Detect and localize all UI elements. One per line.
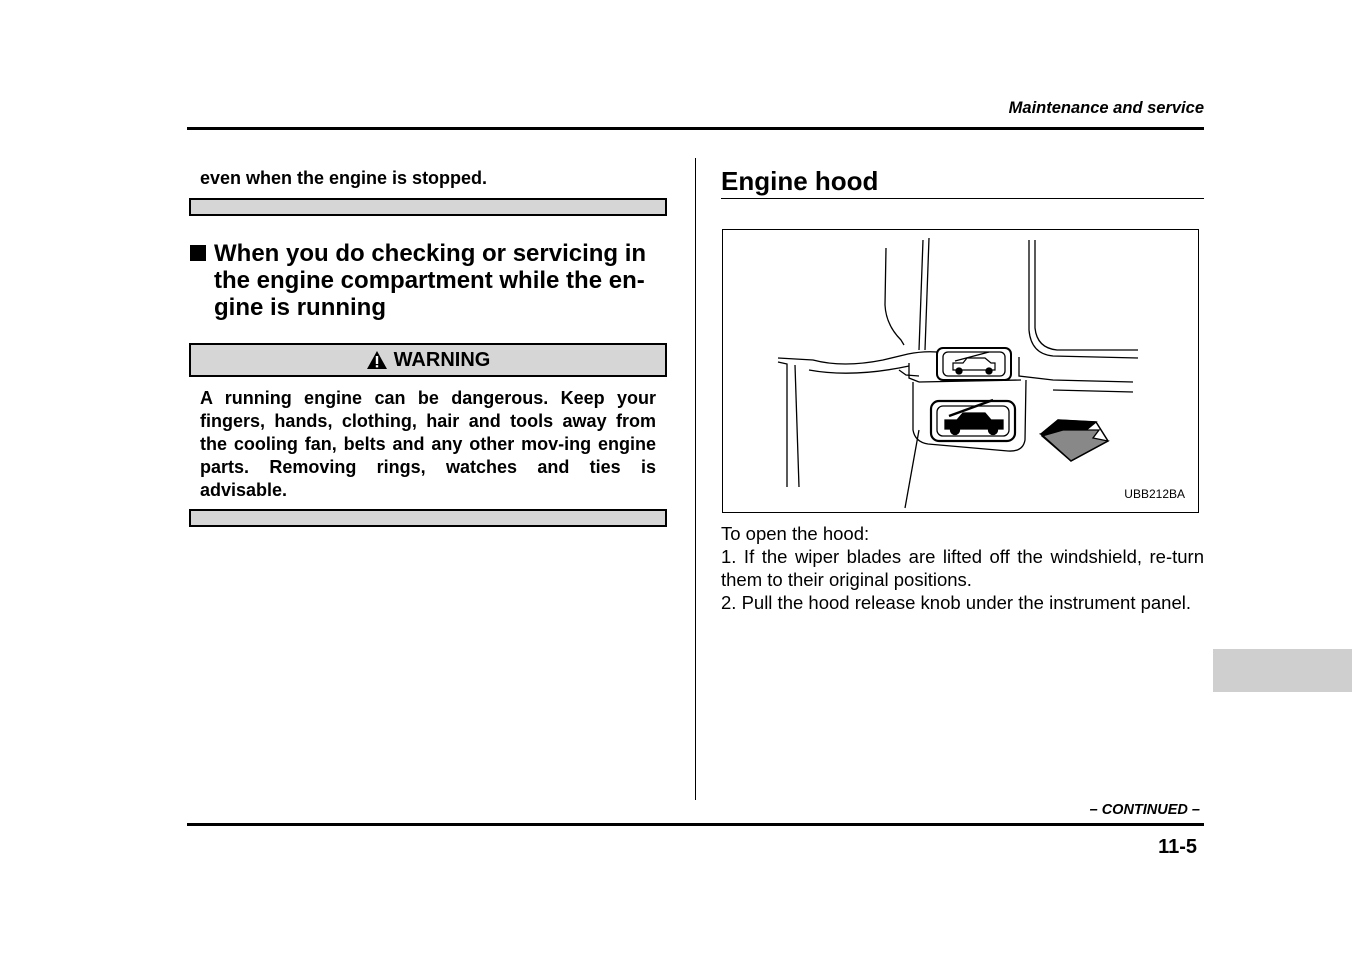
warning-triangle-icon	[366, 350, 388, 370]
instruction-paragraph: To open the hood:	[721, 523, 870, 544]
figure-code: UBB212BA	[1124, 487, 1185, 501]
warning-label: WARNING	[393, 348, 491, 371]
column-divider	[695, 158, 696, 800]
page-number: 11-5	[1158, 836, 1197, 858]
continued-label: – CONTINUED –	[1089, 802, 1200, 818]
engine-hood-title: Engine hood	[721, 166, 879, 196]
warning-end-bar	[189, 198, 667, 216]
section-heading	[190, 240, 670, 321]
chapter-tab	[1213, 649, 1352, 692]
section-heading-text: When you do checking or servicing in the engine compartment while the en-gine is running	[214, 240, 647, 321]
instructions-text	[721, 522, 1204, 614]
heading-bullet-square	[190, 245, 206, 261]
footer-rule	[187, 823, 1204, 826]
hood-release-illustration	[723, 230, 1198, 512]
header-rule	[187, 127, 1204, 130]
instruction-paragraph: 2. Pull the hood release knob under the instrument panel.	[721, 592, 1192, 613]
warning-text: A running engine can be dangerous. Keep your fingers, hands, clothing, hair and tools away from the cooling fan, belts and any other mov-ing engine parts. Removing rings, watches and ties is advisable.	[200, 388, 656, 500]
title-underline	[721, 198, 1204, 199]
continued-text: even when the engine is stopped.	[200, 168, 488, 188]
warning-end-bar	[189, 509, 667, 527]
hood-release-figure	[722, 229, 1199, 513]
warning-header	[189, 343, 667, 377]
instruction-paragraph: 1. If the wiper blades are lifted off the windshield, re-turn them to their original positions.	[721, 546, 1204, 590]
header-section-title: Maintenance and service	[1008, 99, 1204, 117]
